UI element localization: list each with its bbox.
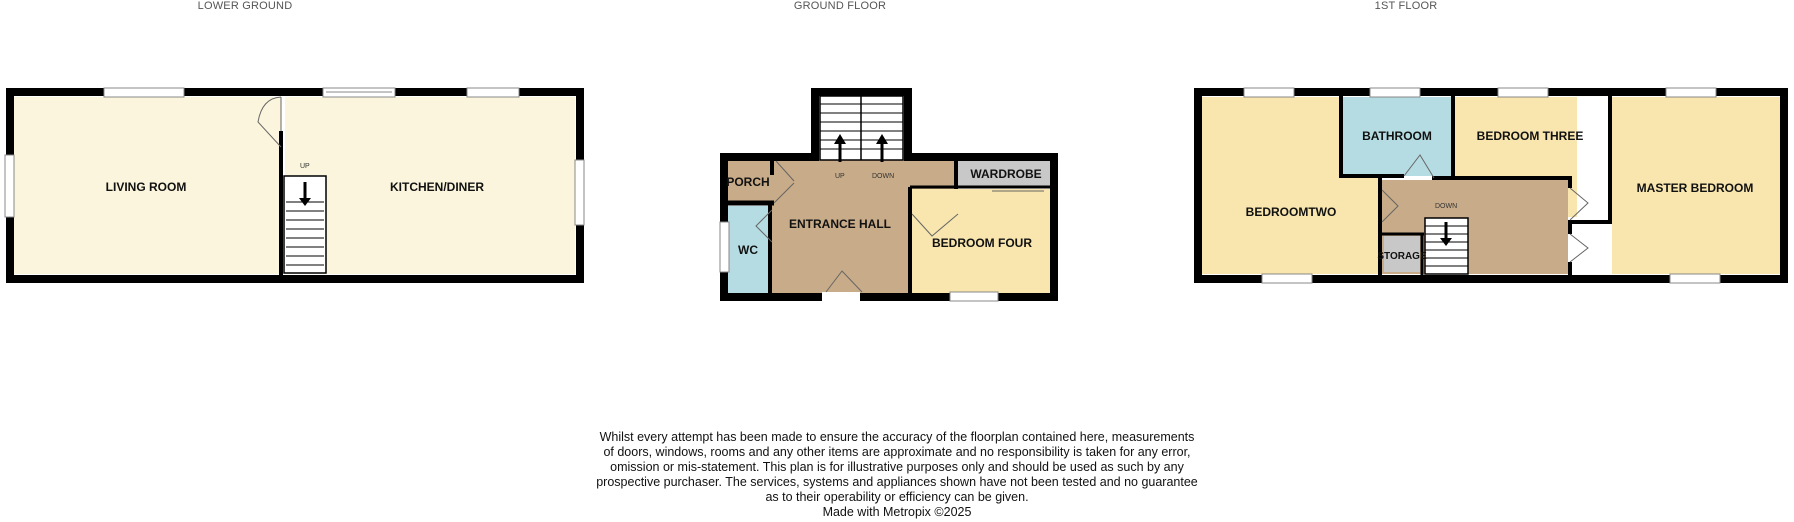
lower-ground-floor: [5, 88, 584, 279]
wc-label: WC: [738, 243, 758, 257]
window: [1370, 88, 1420, 97]
stairs-first-floor: [1425, 218, 1468, 274]
window: [1498, 88, 1548, 97]
disclaimer: [560, 430, 1234, 520]
floor-title-lower-ground: LOWER GROUND: [197, 0, 293, 12]
window: [1666, 88, 1716, 97]
credit-line: Made with Metropix ©2025: [822, 505, 972, 519]
window: [1670, 274, 1720, 283]
disclaimer-line: of doors, windows, rooms and any other items are approximate and no responsibility is taken for any error,: [603, 445, 1191, 459]
first-floor: [1198, 88, 1784, 283]
disclaimer-line: as to their operability or efficiency can be given.: [765, 490, 1029, 504]
kitchen-diner-label: KITCHEN/DINER: [389, 180, 485, 194]
floor-title-ground: GROUND FLOOR: [793, 0, 887, 12]
bedroom-two-label: BEDROOMTWO: [1245, 205, 1337, 219]
window: [950, 292, 998, 301]
storage-label: STORAGE: [1377, 251, 1427, 262]
bedroom-three-label: BEDROOM THREE: [1476, 129, 1584, 143]
bedroom-four-label: BEDROOM FOUR: [932, 236, 1032, 250]
front-door: [822, 292, 860, 301]
wardrobe-label: WARDROBE: [970, 167, 1042, 181]
stairs-down-label: DOWN: [1435, 203, 1458, 210]
disclaimer-line: omission or mis-statement. This plan is for illustrative purposes only and should be used as such by any: [610, 460, 1184, 474]
bathroom-label: BATHROOM: [1362, 129, 1432, 143]
stairs-up-label: UP: [300, 163, 310, 170]
porch-label: PORCH: [726, 175, 770, 189]
window: [467, 88, 519, 97]
living-room-label: LIVING ROOM: [105, 180, 187, 194]
window: [5, 155, 14, 217]
stairs-up-label: UP: [835, 173, 845, 180]
ground-floor: [720, 92, 1054, 301]
disclaimer-line: prospective purchaser. The services, systems and appliances shown have not been tested and no guarantee: [596, 475, 1198, 489]
stairs-lower-ground: [284, 176, 326, 273]
entrance-hall-label: ENTRANCE HALL: [789, 217, 891, 231]
disclaimer-line: Whilst every attempt has been made to ensure the accuracy of the floorplan contained here, measurements: [599, 430, 1195, 444]
door-swing: [1570, 234, 1588, 262]
master-bedroom-label: MASTER BEDROOM: [1636, 181, 1754, 195]
window: [720, 222, 729, 272]
window: [1262, 274, 1312, 283]
stairs-ground-floor: [820, 96, 903, 162]
stairs-down-label: DOWN: [872, 173, 895, 180]
floor-title-first: 1ST FLOOR: [1374, 0, 1438, 12]
window: [575, 160, 584, 225]
window: [104, 88, 184, 97]
window: [1244, 88, 1294, 97]
